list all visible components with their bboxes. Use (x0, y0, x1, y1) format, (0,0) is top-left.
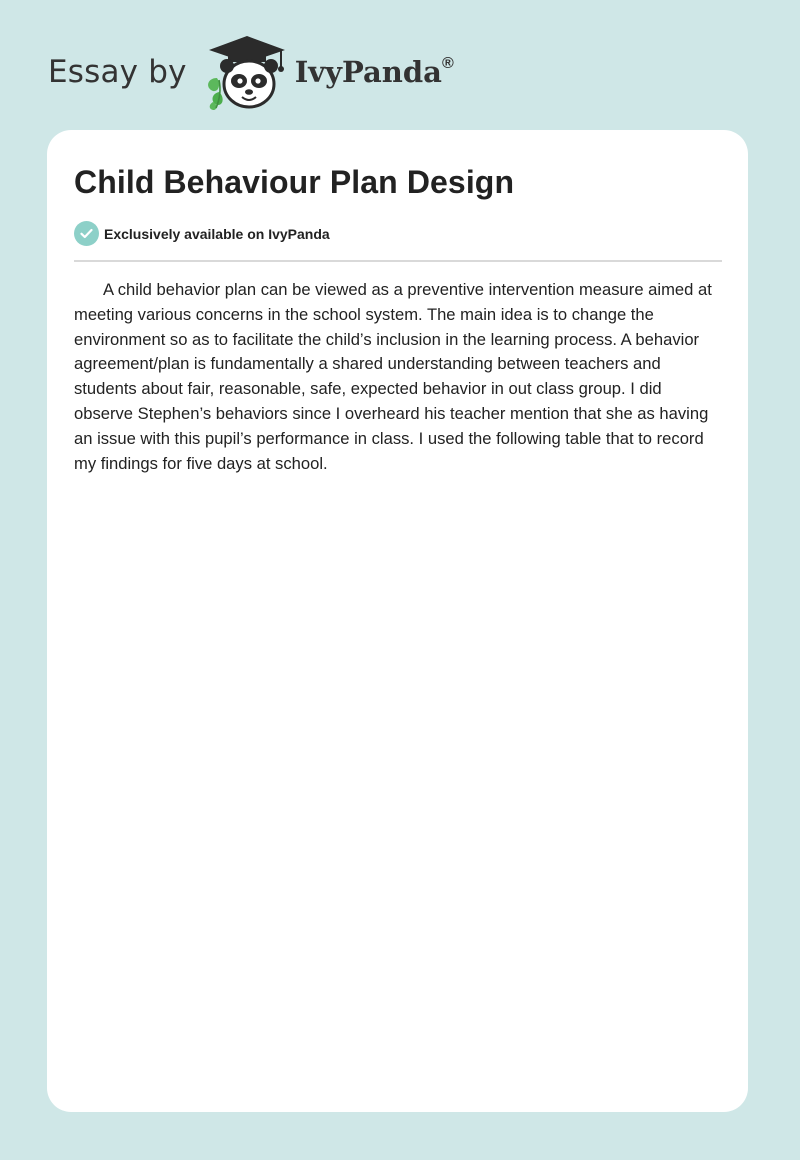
brand-name[interactable] (295, 55, 454, 89)
essay-by-label: Essay by (48, 54, 187, 90)
panda-graduate-icon[interactable] (201, 34, 293, 110)
page-title: Child Behaviour Plan Design (74, 164, 515, 200)
exclusive-badge (74, 221, 330, 246)
registered-mark: ® (441, 55, 454, 72)
essay-card (47, 130, 748, 1112)
check-icon (74, 221, 99, 246)
site-header (48, 34, 454, 110)
brand-name-text: IvyPanda (294, 55, 442, 89)
essay-paragraph: A child behavior plan can be viewed as a preventive intervention measure aimed at meeting various concerns in the school system. The main idea is to change the environment so as to facilitate the child’s inclusion in the learning process. A behavior agreement/plan is fundamentally a shared understanding between teachers and students about fair, reasonable, safe, expected behavior in out class group. I did observe Stephen’s behaviors since I overheard his teacher mention that she as having an issue with this pupil’s performance in class. I used the following table that to record my findings for five days at school. (74, 280, 712, 473)
exclusive-label: Exclusively available on IvyPanda (104, 225, 330, 242)
divider (74, 260, 722, 262)
